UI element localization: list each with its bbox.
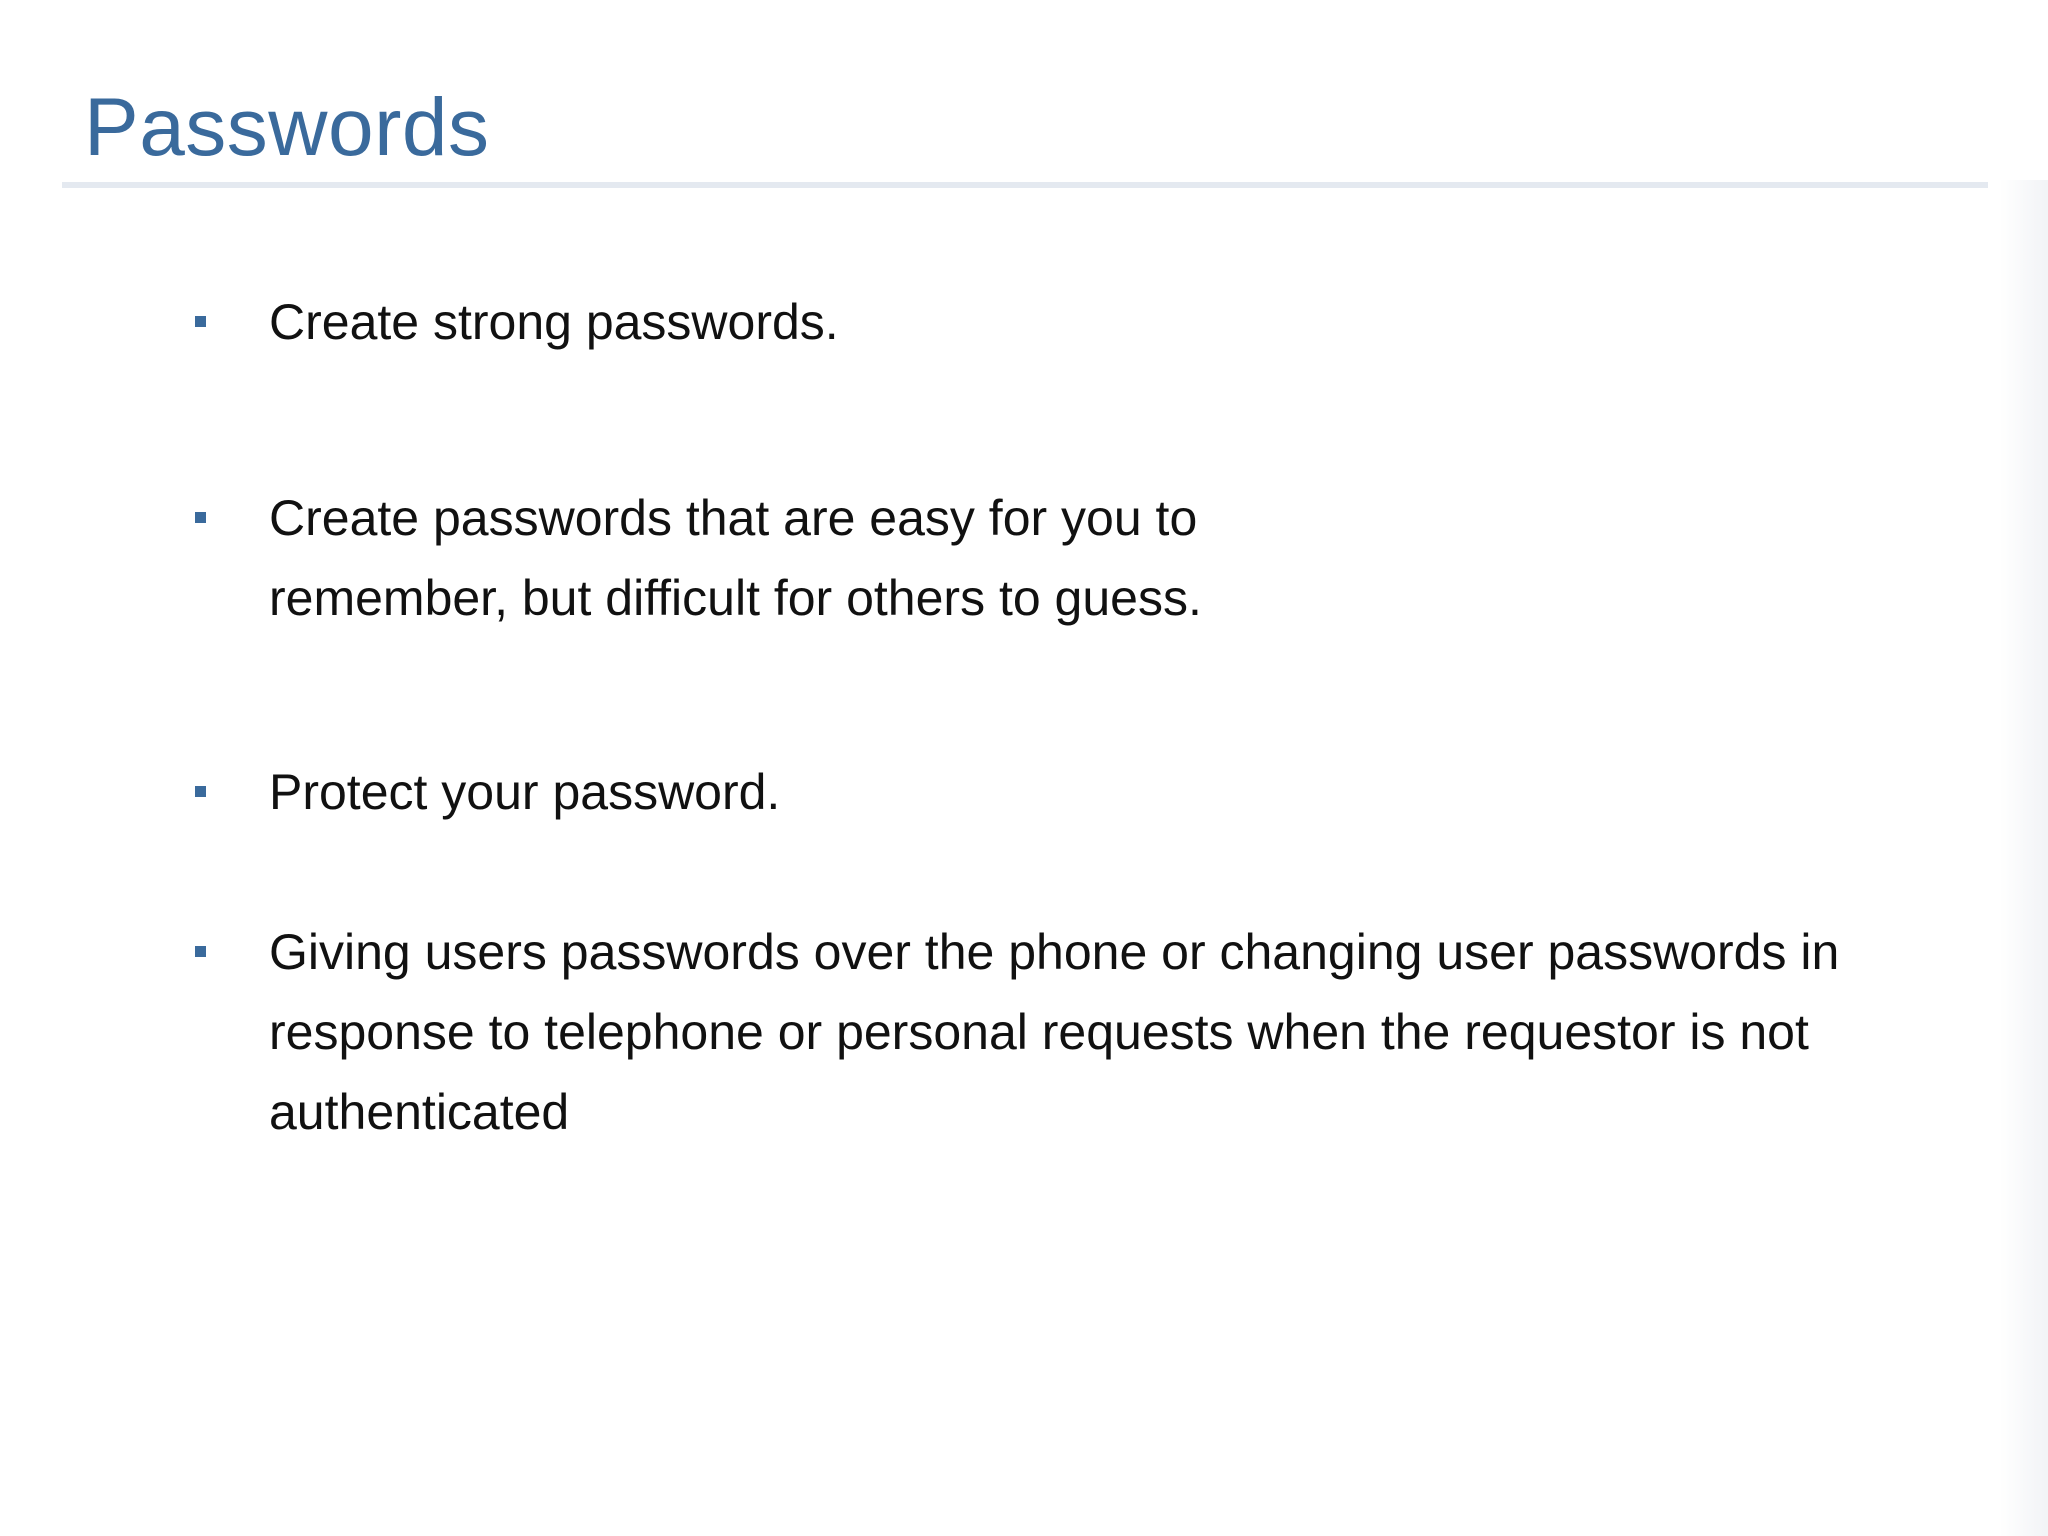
slide-title: Passwords bbox=[84, 82, 490, 173]
square-bullet-icon bbox=[195, 786, 206, 797]
title-divider bbox=[62, 182, 1988, 188]
bullet-text: Create passwords that are easy for you to remember, but difficult for others to guess. bbox=[269, 490, 1202, 626]
square-bullet-icon bbox=[195, 946, 206, 957]
slide-edge-shade bbox=[2000, 180, 2048, 1536]
square-bullet-icon bbox=[195, 512, 206, 523]
bullet-text: Giving users passwords over the phone or changing user passwords in response to telephone or personal requests when the requestor is not authenticated bbox=[269, 924, 1840, 1140]
bullet-text: Protect your password. bbox=[269, 764, 781, 820]
square-bullet-icon bbox=[195, 316, 206, 327]
bullet-text: Create strong passwords. bbox=[269, 294, 839, 350]
